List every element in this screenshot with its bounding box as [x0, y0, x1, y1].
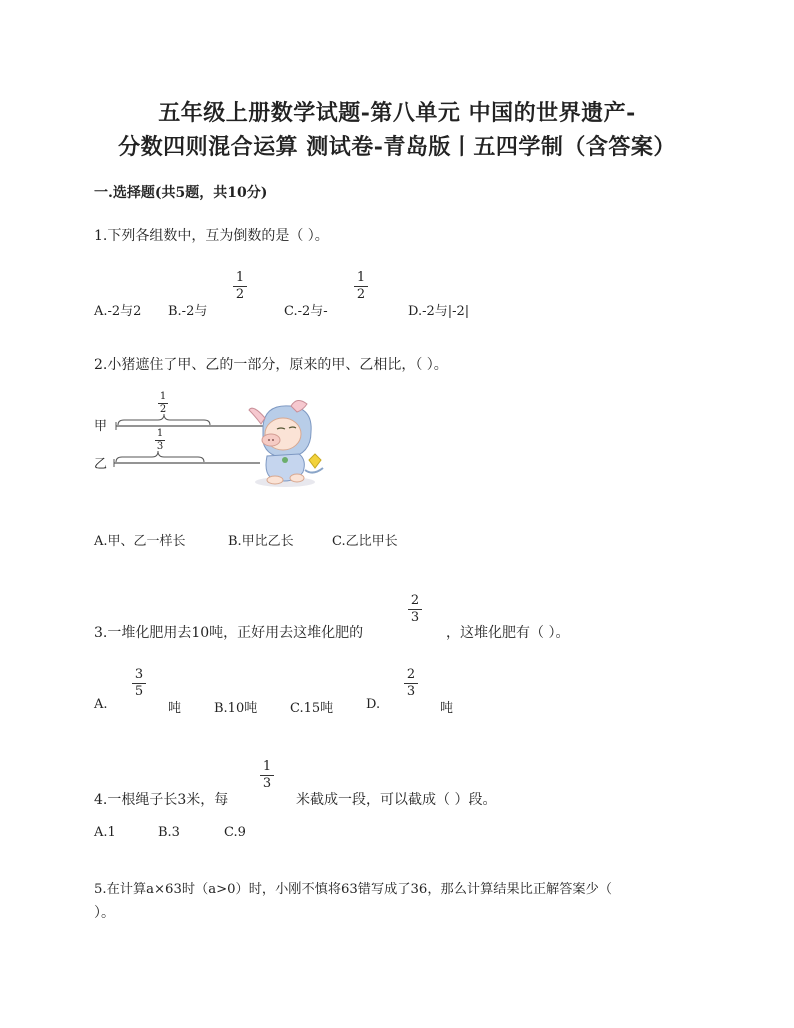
q3-option-b: B.10吨 [214, 701, 258, 716]
fraction-numerator: 3 [134, 667, 144, 682]
fraction-numerator: 2 [406, 667, 416, 682]
fraction-denominator: 3 [262, 776, 272, 791]
q1-option-c: C.-2与- [284, 304, 328, 319]
fraction-denominator: 2 [235, 287, 245, 302]
question-3-stem-part2: ，这堆化肥有（ ）。 [446, 625, 570, 641]
pig-illustration [245, 398, 335, 490]
jia-brace [118, 414, 210, 425]
fraction-denominator: 3 [156, 441, 164, 452]
q3-option-a-fraction [132, 668, 146, 699]
q3-stem-fraction [408, 594, 422, 625]
section-heading: 一.选择题(共5题，共10分) [94, 185, 268, 201]
q3-option-d-fraction [404, 668, 418, 699]
q2-option-a: A.甲、乙一样长 [94, 534, 186, 549]
q3-option-d: D. [366, 697, 381, 712]
fraction-numerator: 1 [159, 391, 167, 402]
fraction-denominator: 2 [159, 404, 167, 415]
q3-option-d-unit: 吨 [440, 701, 454, 716]
fraction-denominator: 3 [410, 610, 420, 625]
fraction-numerator: 2 [410, 593, 420, 608]
question-4-stem-part2: 米截成一段，可以截成（ ）段。 [296, 792, 497, 808]
q1-option-c-fraction [354, 271, 368, 302]
q1-option-b: B.-2与 [168, 304, 208, 319]
question-1-stem: 1.下列各组数中，互为倒数的是（ ）。 [94, 228, 329, 244]
question-3-stem-part1: 3.一堆化肥用去10吨，正好用去这堆化肥的 [94, 625, 364, 641]
question-5-stem-line1: 5.在计算a×63时（a>0）时，小刚不慎将63错写成了36，那么计算结果比正解答案少（ [94, 882, 612, 897]
fraction-denominator: 3 [406, 684, 416, 699]
question-4-stem-part1: 4.一根绳子长3米，每 [94, 792, 229, 808]
fraction-numerator: 1 [235, 270, 245, 285]
q4-stem-fraction [260, 760, 274, 791]
q2-option-b: B.甲比乙长 [228, 534, 294, 549]
fraction-numerator: 1 [356, 270, 366, 285]
fraction-denominator: 2 [356, 287, 366, 302]
fraction-numerator: 1 [156, 428, 164, 439]
q4-option-b: B.3 [158, 825, 180, 840]
q3-option-c: C.15吨 [290, 701, 334, 716]
fraction-numerator: 1 [262, 759, 272, 774]
q1-option-a: A.-2与2 [94, 304, 142, 319]
doc-title-line2: 分数四则混合运算 测试卷-青岛版丨五四学制（含答案） [118, 134, 676, 160]
q3-option-a: A. [94, 697, 108, 712]
q1-option-d: D.-2与|-2| [408, 304, 470, 319]
q2-option-c: C.乙比甲长 [332, 534, 398, 549]
q4-option-a: A.1 [94, 825, 116, 840]
doc-title-line1: 五年级上册数学试题-第八单元 中国的世界遗产- [158, 100, 636, 126]
fraction-denominator: 5 [134, 684, 144, 699]
question-5-stem-line2: ）。 [94, 905, 115, 921]
q1-option-b-fraction [233, 271, 247, 302]
label-yi: 乙 [94, 457, 108, 472]
yi-brace [116, 451, 204, 462]
q3-option-a-unit: 吨 [168, 701, 182, 716]
label-jia: 甲 [94, 419, 108, 434]
question-2-stem: 2.小猪遮住了甲、乙的一部分，原来的甲、乙相比，（ ）。 [94, 357, 448, 373]
q4-option-c: C.9 [224, 825, 246, 840]
